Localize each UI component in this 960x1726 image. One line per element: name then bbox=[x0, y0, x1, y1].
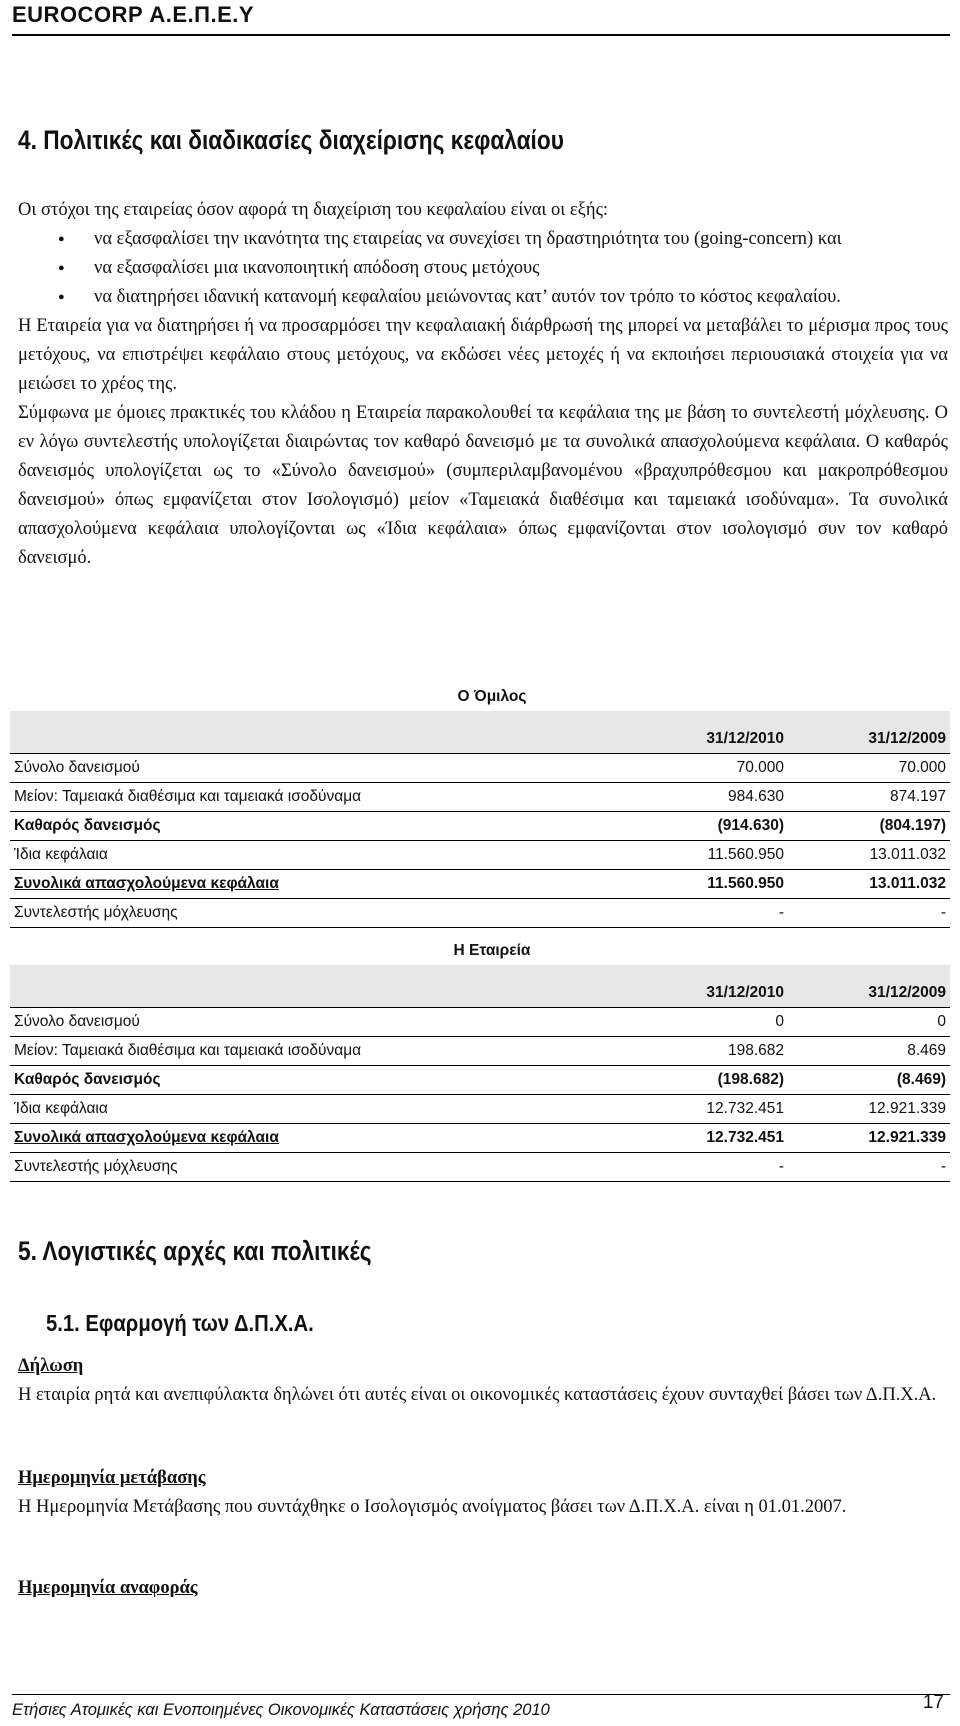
transition-text: Η Ημερομηνία Μετάβασης που συντάχθηκε ο Ισολογισμός ανοίγματος βάσει των Δ.Π.Χ.Α. είναι η 01.01.2007. bbox=[18, 1497, 847, 1517]
section-4-title: 4. Πολιτικές και διαδικασίες διαχείρισης κεφαλαίου bbox=[18, 125, 564, 155]
table-header-row bbox=[10, 725, 950, 754]
cell-value: - bbox=[778, 1158, 784, 1175]
cell-value: 198.682 bbox=[727, 1042, 784, 1059]
column-header: 31/12/2010 bbox=[706, 984, 784, 1001]
cell-value: (8.469) bbox=[896, 1071, 946, 1088]
reporting-heading: Ημερομηνία αναφοράς bbox=[18, 1578, 198, 1598]
table-row bbox=[10, 754, 950, 783]
table-row bbox=[10, 1124, 950, 1153]
column-header: 31/12/2009 bbox=[868, 730, 946, 747]
cell-value: 12.732.451 bbox=[706, 1100, 784, 1117]
objectives-list bbox=[18, 225, 948, 312]
cell-value: 0 bbox=[937, 1013, 946, 1030]
row-label: Καθαρός δανεισμός bbox=[14, 817, 161, 834]
cell-value: 70.000 bbox=[898, 759, 946, 776]
row-label: Μείον: Ταμειακά διαθέσιμα και ταμειακά ισοδύναμα bbox=[14, 788, 362, 805]
cell-value: 8.469 bbox=[907, 1042, 946, 1059]
declaration-text: Η εταιρία ρητά και ανεπιφύλακτα δηλώνει ότι αυτές είναι οι οικονομικές καταστάσεις έχουν συνταχθεί βάσει των Δ.Π.Χ.Α. bbox=[18, 1385, 937, 1405]
row-label: Καθαρός δανεισμός bbox=[14, 1071, 161, 1088]
group-table bbox=[10, 683, 950, 928]
declaration-block bbox=[18, 1352, 948, 1410]
cell-value: (804.197) bbox=[879, 817, 946, 834]
page-number: 17 bbox=[922, 1692, 944, 1713]
table-row bbox=[10, 812, 950, 841]
table-header-band bbox=[10, 965, 950, 979]
cell-value: 12.921.339 bbox=[868, 1129, 946, 1146]
table-row bbox=[10, 1008, 950, 1037]
table-row bbox=[10, 1153, 950, 1182]
cell-value: 984.630 bbox=[727, 788, 784, 805]
table-row bbox=[10, 870, 950, 899]
table-row bbox=[10, 1066, 950, 1095]
cell-value: 13.011.032 bbox=[869, 875, 946, 892]
row-label: Συνολικά απασχολούμενα κεφάλαια bbox=[14, 875, 279, 892]
paragraph-leverage: Σύμφωνα με όμοιες πρακτικές του κλάδου η Εταιρεία παρακολουθεί τα κεφάλαια της με βάση το συντελεστή μόχλευσης. Ο εν λόγω συντελεστής υπολογίζεται διαιρώντας τον καθαρό δανεισμό με τα συνολικά απασχολούμενα κεφάλαια. Ο καθαρός δανεισμός υπολογίζεται ως το «Σύνολο δανεισμού» (συμπεριλαμβανομένου «βραχυπρόθεσμου και μακροπρόθεσμου δανεισμού» όπως εμφανίζεται στον Ισολογισμό) μείον «Ταμειακά διαθέσιμα και ταμειακά ισοδύναμα». Τα συνολικά απασχολούμενα κεφάλαια υπολογίζονται ως «Ίδια κεφάλαια» όπως εμφανίζονται στον ισολογισμό συν τον καθαρό δανεισμό. bbox=[18, 403, 948, 568]
cell-value: (198.682) bbox=[717, 1071, 784, 1088]
declaration-heading: Δήλωση bbox=[18, 1356, 84, 1376]
row-label: Μείον: Ταμειακά διαθέσιμα και ταμειακά ισοδύναμα bbox=[14, 1042, 362, 1059]
intro-text: Οι στόχοι της εταιρείας όσον αφορά τη διαχείριση του κεφαλαίου είναι οι εξής: bbox=[18, 200, 609, 220]
cell-value: - bbox=[940, 904, 946, 921]
cell-value: 11.560.950 bbox=[707, 846, 784, 863]
cell-value: 11.560.950 bbox=[707, 875, 784, 892]
row-label: Συντελεστής μόχλευσης bbox=[14, 904, 178, 921]
cell-value: (914.630) bbox=[717, 817, 784, 834]
footer-rule bbox=[12, 1694, 950, 1695]
column-header: 31/12/2010 bbox=[706, 730, 784, 747]
list-item: ● να εξασφαλίσει την ικανότητα της εταιρείας να συνεχίσει τη δραστηριότητα του (going-concern) και bbox=[18, 225, 948, 254]
table-row bbox=[10, 783, 950, 812]
section-5-1-title: 5.1. Εφαρμογή των Δ.Π.Χ.Α. bbox=[46, 1310, 314, 1336]
cell-value: 12.921.339 bbox=[868, 1100, 946, 1117]
transition-block bbox=[18, 1464, 948, 1522]
cell-value: 13.011.032 bbox=[869, 846, 946, 863]
table-row bbox=[10, 1095, 950, 1124]
table-header-row bbox=[10, 979, 950, 1008]
row-label: Συντελεστής μόχλευσης bbox=[14, 1158, 178, 1175]
cell-value: - bbox=[778, 904, 784, 921]
table-title: Ο Όμιλος bbox=[457, 688, 527, 705]
header-rule bbox=[12, 34, 950, 36]
list-item: ● να διατηρήσει ιδανική κατανομή κεφαλαίου μειώνοντας κατ’ αυτόν τον τρόπο το κόστος κεφαλαίου. bbox=[18, 283, 948, 312]
company-table bbox=[10, 937, 950, 1182]
cell-value: - bbox=[940, 1158, 946, 1175]
cell-value: 874.197 bbox=[889, 788, 946, 805]
section-5-title: 5. Λογιστικές αρχές και πολιτικές bbox=[18, 1236, 372, 1266]
footer-text: Ετήσιες Ατομικές και Ενοποιημένες Οικονομικές Καταστάσεις χρήσης 2010 bbox=[12, 1701, 550, 1719]
cell-value: 0 bbox=[775, 1013, 784, 1030]
table-row bbox=[10, 1037, 950, 1066]
company-header: EUROCORP Α.Ε.Π.Ε.Υ bbox=[12, 2, 255, 27]
table-row bbox=[10, 899, 950, 928]
cell-value: 12.732.451 bbox=[706, 1129, 784, 1146]
row-label: Συνολικά απασχολούμενα κεφάλαια bbox=[14, 1129, 279, 1146]
table-title: Η Εταιρεία bbox=[453, 942, 531, 959]
section-4-body bbox=[18, 196, 948, 573]
row-label: Ίδια κεφάλαια bbox=[14, 1100, 108, 1117]
row-label: Ίδια κεφάλαια bbox=[14, 846, 108, 863]
table-row bbox=[10, 841, 950, 870]
table-header-band bbox=[10, 711, 950, 725]
cell-value: 70.000 bbox=[736, 759, 784, 776]
column-header: 31/12/2009 bbox=[868, 984, 946, 1001]
row-label: Σύνολο δανεισμού bbox=[14, 1013, 140, 1030]
list-item: ● να εξασφαλίσει μια ικανοποιητική απόδοση στους μετόχους bbox=[18, 254, 948, 283]
reporting-block bbox=[18, 1574, 948, 1603]
paragraph-capital-structure: Η Εταιρεία για να διατηρήσει ή να προσαρμόσει την κεφαλαιακή διάρθρωσή της μπορεί να μεταβάλει το μέρισμα προς τους μετόχους, να επιστρέψει κεφάλαιο στους μετόχους, να εκδώσει νέες μετοχές ή να εκποιήσει περιουσιακά στοιχεία για να μειώσει το χρέος της. bbox=[18, 316, 948, 394]
row-label: Σύνολο δανεισμού bbox=[14, 759, 140, 776]
transition-heading: Ημερομηνία μετάβασης bbox=[18, 1468, 206, 1488]
